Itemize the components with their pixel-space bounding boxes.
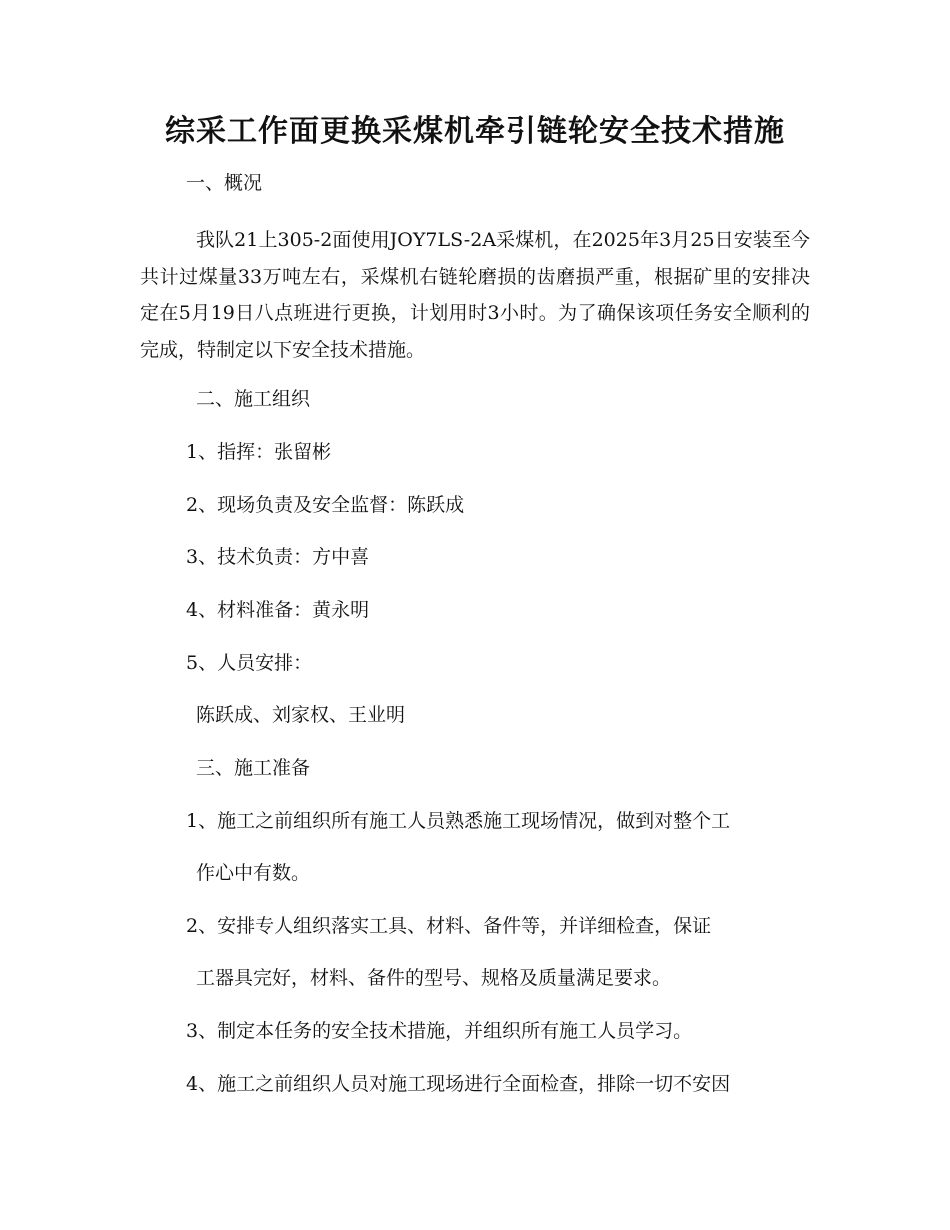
org-item-commander: 1、指挥：张留彬 (186, 441, 332, 463)
document-title: 综采工作面更换采煤机牵引链轮安全技术措施 (165, 114, 785, 149)
org-item-personnel: 5、人员安排： (186, 652, 313, 674)
prep-item-1: 1、施工之前组织所有施工人员熟悉施工现场情况，做到对整个工 (186, 810, 731, 832)
overview-paragraph: 我队21上305-2面使用JOY7LS-2A采煤机，在2025年3月25日安装至今共计过煤量33万吨左右，采煤机右链轮磨损的齿磨损严重，根据矿里的安排决定在5月19日八点班进行更换，计划用时3小时。为了确保该项任务安全顺利的完成，特制定以下安全技术措施。 (140, 229, 810, 361)
org-heading: 二、施工组织 (196, 388, 311, 410)
overview-heading: 一、概况 (186, 172, 263, 194)
prep-item-2-cont: 工器具完好，材料、备件的型号、规格及质量满足要求。 (196, 967, 672, 989)
org-item-site-supervisor: 2、现场负责及安全监督：陈跃成 (186, 494, 465, 516)
prep-heading: 三、施工准备 (196, 757, 311, 779)
prep-item-1-cont: 作心中有数。 (196, 862, 311, 884)
personnel-list: 陈跃成、刘家权、王业明 (196, 704, 406, 726)
prep-item-3: 3、制定本任务的安全技术措施，并组织所有施工人员学习。 (186, 1020, 693, 1042)
org-item-materials: 4、材料准备：黄永明 (186, 599, 370, 621)
prep-item-4: 4、施工之前组织人员对施工现场进行全面检查，排除一切不安因 (186, 1073, 731, 1095)
prep-item-2: 2、安排专人组织落实工具、材料、备件等，并详细检查，保证 (186, 915, 712, 937)
org-item-technical-lead: 3、技术负责：方中喜 (186, 546, 370, 568)
